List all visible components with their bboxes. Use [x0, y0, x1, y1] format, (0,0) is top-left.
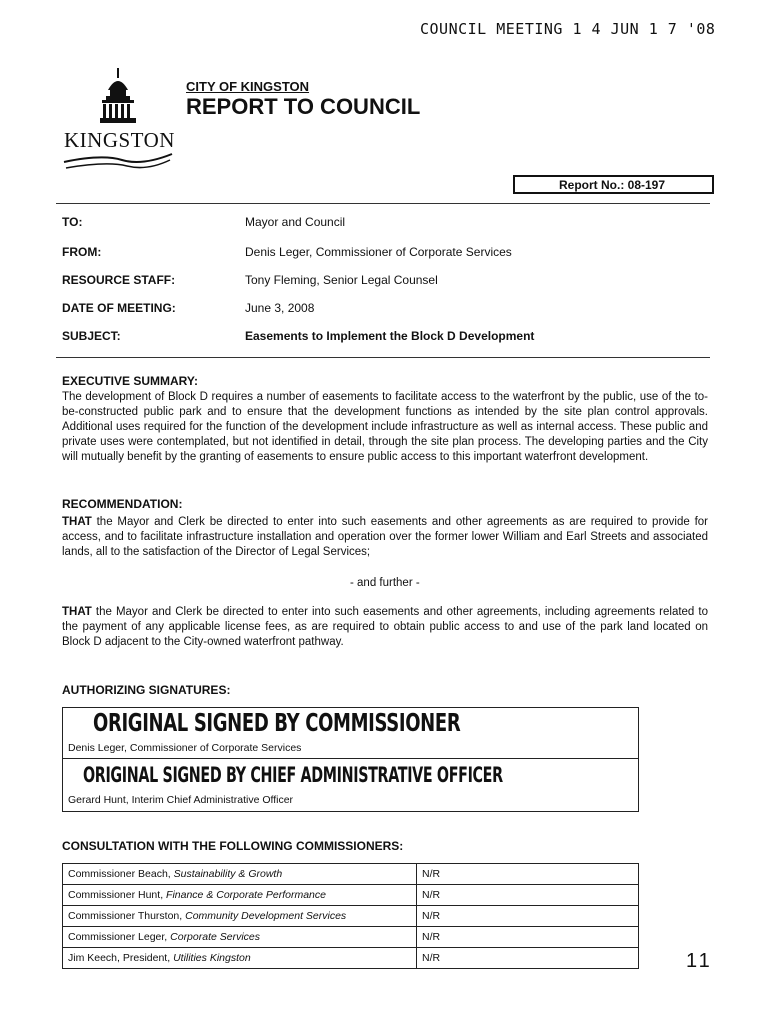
report-number: Report No.: 08-197 — [559, 178, 666, 192]
table-row — [63, 885, 639, 906]
to-value: Mayor and Council — [245, 215, 346, 229]
header-divider — [56, 203, 710, 204]
commissioner-name: Commissioner Hunt, — [68, 889, 164, 901]
commissioner-portfolio: Sustainability & Growth — [173, 868, 283, 880]
recommendation-2-lead: THAT — [62, 606, 92, 618]
commissioner-portfolio: Corporate Services — [170, 931, 261, 943]
recommendation-paragraph-2 — [62, 605, 708, 650]
status-cell: N/R — [417, 948, 639, 969]
signatures-title: AUTHORIZING SIGNATURES: — [62, 683, 231, 697]
status-cell: N/R — [417, 927, 639, 948]
status-cell: N/R — [417, 906, 639, 927]
kingston-city-hall-logo — [62, 68, 174, 180]
commissioner-signatory: Denis Leger, Commissioner of Corporate Services — [68, 742, 302, 754]
status-cell: N/R — [417, 864, 639, 885]
commissioner-portfolio: Community Development Services — [185, 910, 347, 922]
executive-summary-title: EXECUTIVE SUMMARY: — [62, 374, 199, 388]
subject-label: SUBJECT: — [62, 329, 121, 343]
signature-box — [62, 707, 639, 812]
from-label: FROM: — [62, 245, 102, 259]
cao-signatory: Gerard Hunt, Interim Chief Administrative Officer — [68, 794, 294, 806]
city-name: CITY OF KINGSTON — [186, 79, 310, 94]
commissioner-name: Commissioner Thurston, — [68, 910, 183, 922]
kingston-wordmark: KINGSTON — [64, 128, 175, 152]
executive-summary-text: The development of Block D requires a number of easements to facilitate access to the waterfront by the public, use of the to-be-constructed public park and to ensure that the development functions as intended by the site plan control approvals. Additional uses required for the function of the development include infrastructure as well as internal access. These public and private uses were contemplated, but not identified in detail, through the site plan process. The developing parties and the City will mutually benefit by the granting of easements to ensure public access to this important waterfront development. — [62, 391, 708, 463]
status-cell: N/R — [417, 885, 639, 906]
page-number: 11 — [686, 950, 713, 972]
commissioner-cell — [63, 864, 417, 885]
staff-label: RESOURCE STAFF: — [62, 273, 176, 287]
subject-value: Easements to Implement the Block D Development — [245, 329, 535, 343]
table-row — [63, 906, 639, 927]
commissioner-name: Jim Keech, President, — [68, 952, 171, 964]
signed-by-commissioner-stamp: ORIGINAL SIGNED BY COMMISSIONER — [93, 708, 461, 737]
to-label: TO: — [62, 215, 83, 229]
from-value: Denis Leger, Commissioner of Corporate Services — [245, 245, 512, 259]
date-label: DATE OF MEETING: — [62, 301, 176, 315]
memo-divider — [56, 357, 710, 358]
table-row — [63, 927, 639, 948]
commissioner-cell — [63, 927, 417, 948]
commissioner-name: Commissioner Leger, — [68, 931, 168, 943]
commissioner-cell — [63, 906, 417, 927]
commissioner-name: Commissioner Beach, — [68, 868, 171, 880]
staff-value: Tony Fleming, Senior Legal Counsel — [245, 273, 438, 287]
commissioner-portfolio: Finance & Corporate Performance — [166, 889, 326, 901]
and-further: - and further - — [350, 577, 420, 589]
recommendation-paragraph-1 — [62, 515, 708, 560]
commissioner-cell — [63, 948, 417, 969]
recommendation-2-text: the Mayor and Clerk be directed to enter into such easements and other agreements, including agreements related to the payment of any applicable license fees, as are required to obtain public access to and use of the park land located on Block D adjacent to the City-owned waterfront pathway. — [62, 606, 708, 648]
report-title: REPORT TO COUNCIL — [186, 94, 421, 119]
table-row — [63, 948, 639, 969]
recommendation-1-text: the Mayor and Clerk be directed to enter into such easements and other agreements as are required to provide for access, and to facilitate infrastructure installation and operation over the former lower William and Earl Streets and associated lands, all to the satisfaction of the Director of Legal Services; — [62, 516, 708, 558]
report-number-box — [513, 175, 714, 194]
table-row — [63, 864, 639, 885]
consultation-title: CONSULTATION WITH THE FOLLOWING COMMISSIONERS: — [62, 839, 404, 853]
commissioner-cell — [63, 885, 417, 906]
signature-divider — [63, 758, 638, 759]
recommendation-1-lead: THAT — [62, 516, 92, 528]
signed-by-cao-stamp: ORIGINAL SIGNED BY CHIEF ADMINISTRATIVE OFFICER — [83, 763, 503, 787]
consultation-table — [62, 863, 639, 969]
council-meeting-stamp: COUNCIL MEETING 1 4 JUN 1 7 '08 — [420, 20, 716, 38]
date-value: June 3, 2008 — [245, 301, 315, 315]
recommendation-title: RECOMMENDATION: — [62, 497, 183, 511]
commissioner-portfolio: Utilities Kingston — [173, 952, 251, 964]
